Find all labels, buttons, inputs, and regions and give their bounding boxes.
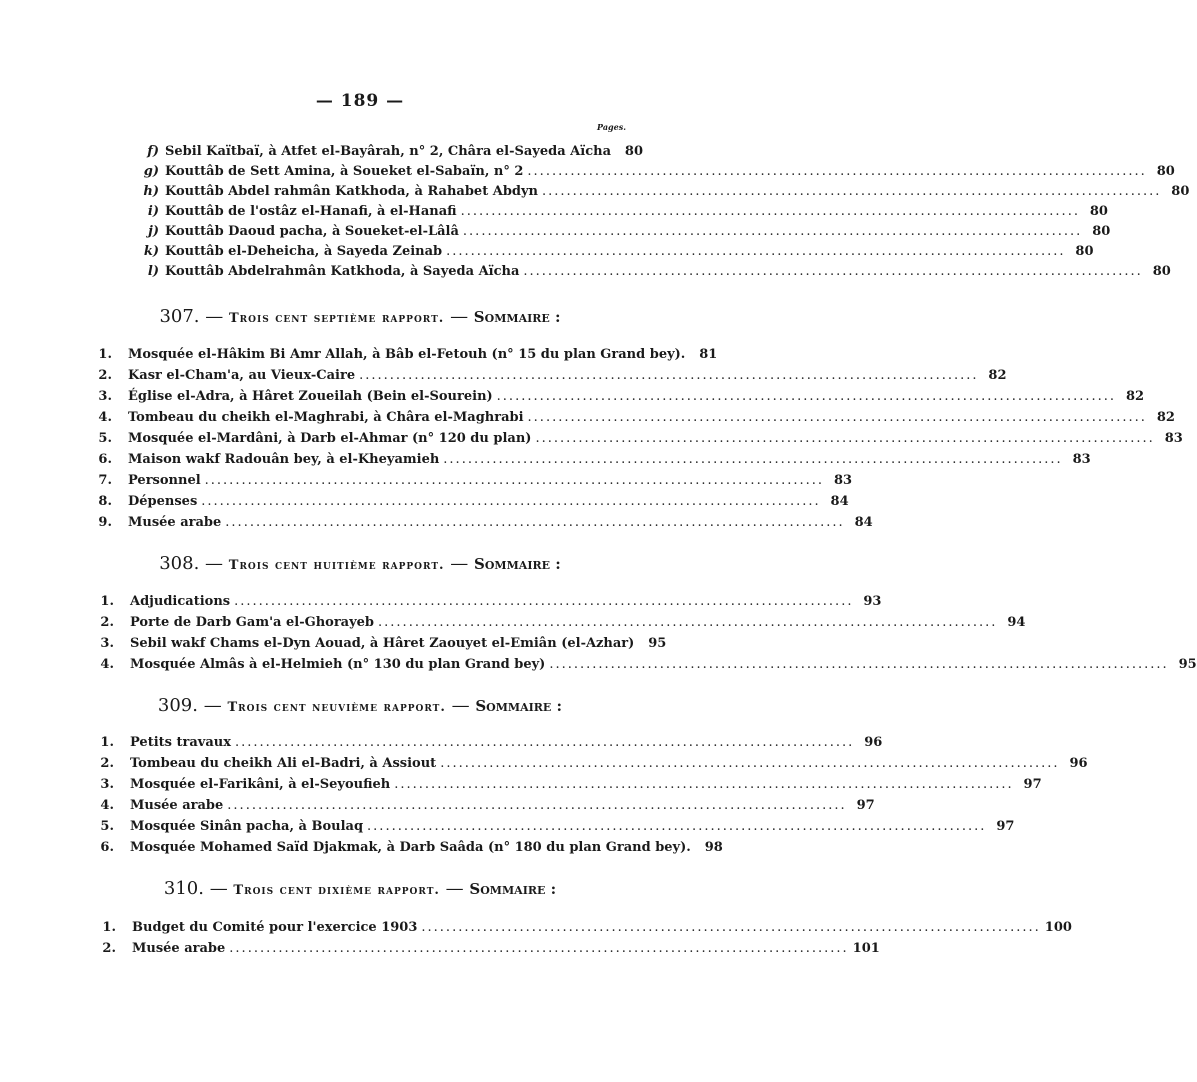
- list-item: k) Kouttâb el-Deheicha, à Sayeda Zeinab ..................................................................................................... 80: [165, 242, 626, 262]
- section-heading-307: 307. — Trois cent septième rapport. — Sommaire :: [159, 306, 561, 327]
- page-number: — 189 —: [315, 91, 405, 111]
- list-item: 4. Tombeau du cheikh el-Maghrabi, à Châra el-Maghrabi ..................................................................................................... 82: [128, 408, 626, 428]
- list-item: 6. Maison wakf Radouân bey, à el-Kheyamieh ..................................................................................................... 83: [128, 450, 626, 470]
- list-item: 2. Tombeau du cheikh Ali el-Badri, à Assiout ..................................................................................................... 96: [130, 754, 626, 774]
- list-item: 3. Mosquée el-Farikâni, à el-Seyoufieh ..................................................................................................... 97: [130, 775, 626, 795]
- leader-dots: .....................................................................................................: [549, 657, 1169, 672]
- list-item: 1. Adjudications ..................................................................................................... 93: [130, 592, 626, 612]
- list-item: 1. Mosquée el-Hâkim Bi Amr Allah, à Bâb el-Fetouh (n° 15 du plan Grand bey). 81: [98, 347, 718, 362]
- list-item: g) Kouttâb de Sett Amina, à Soueket el-Sabaïn, n° 2 ..................................................................................................... 80: [165, 162, 626, 182]
- leader-dots: .....................................................................................................: [201, 494, 821, 509]
- section-heading-308: 308. — Trois cent huitième rapport. — Sommaire :: [159, 553, 561, 574]
- leader-dots: .....................................................................................................: [225, 515, 845, 530]
- list-item: j) Kouttâb Daoud pacha, à Soueket-el-Lâlâ ..................................................................................................... 80: [165, 222, 626, 242]
- list-item: 2. Kasr el-Cham'a, au Vieux-Caire ..................................................................................................... 82: [128, 366, 626, 386]
- leader-dots: .....................................................................................................: [523, 264, 1143, 279]
- section-heading-309: 309. — Trois cent neuvième rapport. — Sommaire :: [157, 695, 563, 716]
- leader-dots: .....................................................................................................: [227, 798, 847, 813]
- list-item: 1. Petits travaux ..................................................................................................... 96: [130, 733, 626, 753]
- leader-dots: .....................................................................................................: [367, 819, 987, 834]
- leader-dots: .....................................................................................................: [460, 204, 1080, 219]
- list-item: 1. Budget du Comité pour l'exercice 1903 ..................................................................................................... 100: [132, 918, 626, 938]
- list-item: 8. Dépenses ..................................................................................................... 84: [128, 492, 626, 512]
- list-item: 2. Musée arabe ..................................................................................................... 101: [132, 939, 626, 959]
- leader-dots: .....................................................................................................: [462, 224, 1083, 239]
- list-item: 3. Église el-Adra, à Hâret Zoueilah (Bein el-Sourein) ..................................................................................................... 82: [128, 387, 626, 407]
- list-item: f) Sebil Kaïtbaï, à Atfet el-Bayârah, n° 2, Châra el-Sayeda Aïcha 80: [147, 144, 643, 159]
- leader-dots: .....................................................................................................: [446, 244, 1066, 259]
- leader-dots: .....................................................................................................: [394, 777, 1014, 792]
- leader-dots: .....................................................................................................: [234, 735, 855, 750]
- list-item: 5. Mosquée el-Mardâni, à Darb el-Ahmar (n° 120 du plan) ..................................................................................................... 83: [128, 429, 626, 449]
- leader-dots: .....................................................................................................: [229, 941, 849, 956]
- leader-dots: .....................................................................................................: [421, 920, 1041, 935]
- list-item: 5. Mosquée Sinân pacha, à Boulaq ..................................................................................................... 97: [130, 817, 626, 837]
- leader-dots: .....................................................................................................: [204, 473, 825, 488]
- list-item: 4. Musée arabe ..................................................................................................... 97: [130, 796, 626, 816]
- list-item: l) Kouttâb Abdelrahmân Katkhoda, à Sayeda Aïcha ..................................................................................................... 80: [165, 262, 626, 282]
- leader-dots: .....................................................................................................: [440, 756, 1060, 771]
- list-item: 3. Sebil wakf Chams el-Dyn Aouad, à Hâret Zaouyet el-Emiân (el-Azhar) 95: [100, 636, 667, 651]
- leader-dots: .....................................................................................................: [378, 615, 998, 630]
- leader-dots: .....................................................................................................: [443, 452, 1063, 467]
- leader-dots: .....................................................................................................: [496, 389, 1117, 404]
- leader-dots: .....................................................................................................: [535, 431, 1155, 446]
- list-item: 6. Mosquée Mohamed Saïd Djakmak, à Darb Saâda (n° 180 du plan Grand bey). 98: [100, 840, 723, 855]
- leader-dots: .....................................................................................................: [359, 368, 979, 383]
- list-item: h) Kouttâb Abdel rahmân Katkhoda, à Rahabet Abdyn ..................................................................................................... 80: [165, 182, 626, 202]
- list-item: 7. Personnel ..................................................................................................... 83: [128, 471, 626, 491]
- list-item: i) Kouttâb de l'ostâz el-Hanafi, à el-Hanafi ..................................................................................................... 80: [165, 202, 626, 222]
- list-item: 9. Musée arabe ..................................................................................................... 84: [128, 513, 626, 533]
- section-heading-310: 310. — Trois cent dixième rapport. — Sommaire :: [163, 878, 557, 899]
- leader-dots: .....................................................................................................: [527, 164, 1147, 179]
- list-item: 4. Mosquée Almâs à el-Helmieh (n° 130 du plan Grand bey) ..................................................................................................... 95: [130, 655, 626, 675]
- leader-dots: .....................................................................................................: [542, 184, 1162, 199]
- list-item: 2. Porte de Darb Gam'a el-Ghorayeb ..................................................................................................... 94: [130, 613, 626, 633]
- pages-column-label: Pages.: [597, 122, 626, 132]
- leader-dots: .....................................................................................................: [527, 410, 1147, 425]
- leader-dots: .....................................................................................................: [234, 594, 854, 609]
